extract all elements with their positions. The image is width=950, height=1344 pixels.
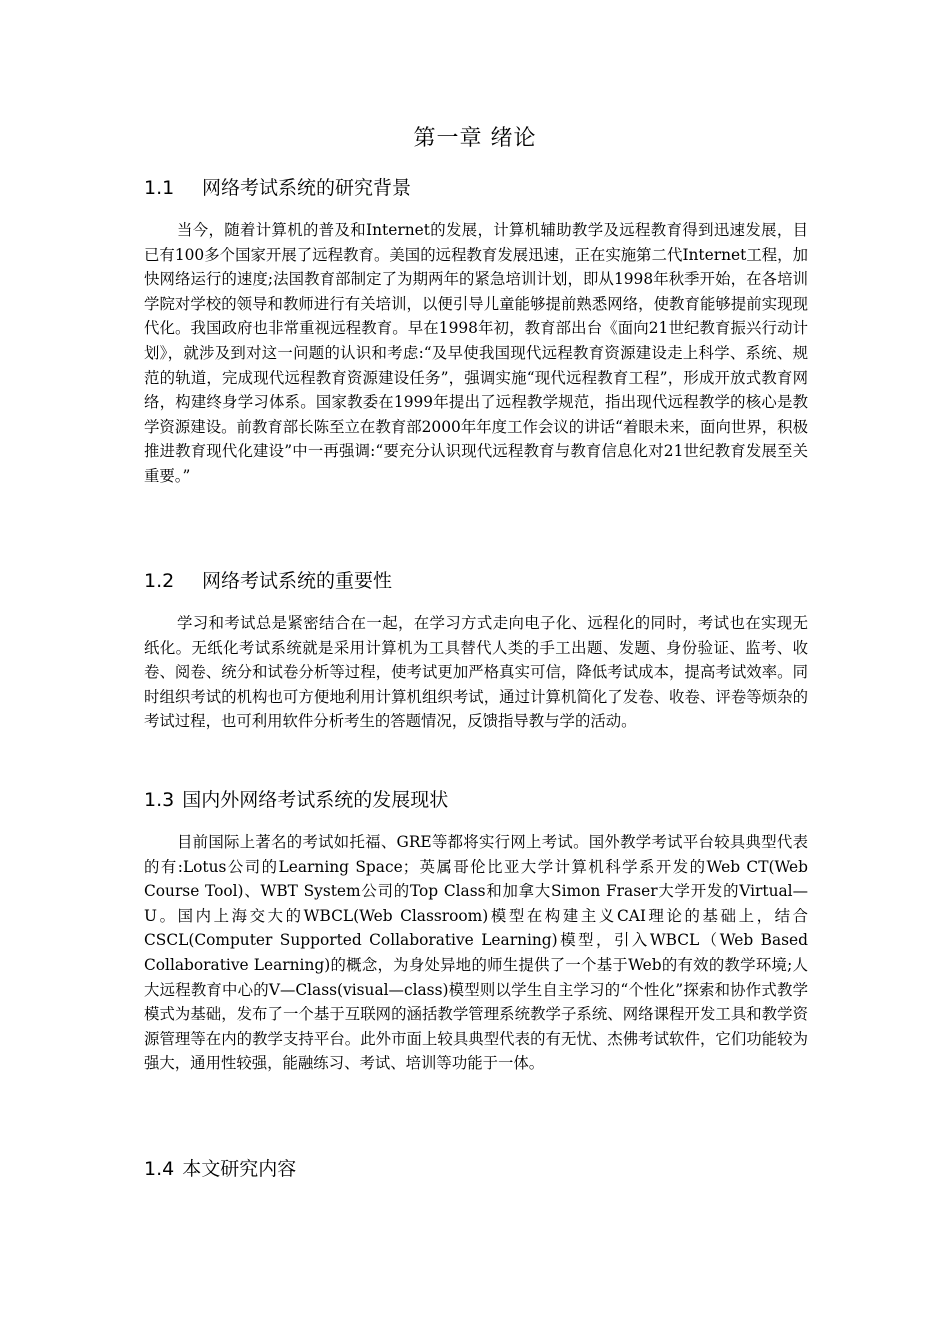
section-number: 1.1 — [144, 177, 175, 199]
section-heading-1-2 — [144, 566, 392, 593]
section-number: 1.4 — [144, 1158, 175, 1180]
section-heading-1-3 — [144, 785, 448, 812]
chapter-title: 第一章 绪论 — [413, 126, 537, 151]
section-heading-1-4 — [144, 1154, 296, 1181]
section-title: 网络考试系统的重要性 — [202, 570, 393, 592]
section-paragraph-1-1: 当今，随着计算机的普及和Internet的发展，计算机辅助教学及远程教育得到迅速发展，目已有100多个国家开展了远程教育。美国的远程教育发展迅速，正在实施第二代Internet工程，加快网络运行的速度;法国教育部制定了为期两年的紧急培训计划，即从1998年秋季开始，在各培训学院对学校的领导和教师进行有关培训，以便引导儿童能够提前熟悉网络，使教育能够提前实现现代化。我国政府也非常重视远程教育。早在1998年初，教育部出台《面向21世纪教育振兴行动计划》，就涉及到对这一问题的认识和考虑:“及早使我国现代远程教育资源建设走上科学、系统、规范的轨道，完成现代远程教育资源建设任务”，强调实施“现代远程教育工程”，形成开放式教育网络，构建终身学习体系。国家教委在1999年提出了远程教学规范，指出现代远程教学的核心是教学资源建设。前教育部长陈至立在教育部2000年年度工作会议的讲话“着眼未来，面向世界，积极推进教育现代化建设”中一再强调:“要充分认识现代远程教育与教育信息化对21世纪教育发展至关重要。” — [144, 221, 808, 485]
section-number: 1.2 — [144, 570, 175, 592]
section-paragraph-1-2: 学习和考试总是紧密结合在一起，在学习方式走向电子化、远程化的同时，考试也在实现无纸化。无纸化考试系统就是采用计算机为工具替代人类的手工出题、发题、身份验证、监考、收卷、阅卷、统分和试卷分析等过程，使考试更加严格真实可信，降低考试成本，提高考试效率。同时组织考试的机构也可方便地利用计算机组织考试，通过计算机简化了发卷、收卷、评卷等烦杂的考试过程，也可利用软件分析考生的答题情况，反馈指导教与学的活动。 — [144, 614, 808, 731]
section-heading-1-1 — [144, 173, 411, 200]
section-number: 1.3 — [144, 789, 175, 811]
section-title: 国内外网络考试系统的发展现状 — [182, 789, 449, 811]
section-paragraph-1-3: 目前国际上著名的考试如托福、GRE等都将实行网上考试。国外教学考试平台较具典型代表的有:Lotus公司的Learning Space；英属哥伦比亚大学计算机科学系开发的Web CT(Web Course Tool)、WBT System公司的Top Class和加拿大Simon Fraser大学开发的Virtual—U。国内上海交大的WBCL(Web Classroom)模型在构建主义CAI理论的基础上，结合CSCL(Computer Supported Collaborative Learning)模型，引入WBCL（Web Based Collaborative Learning)的概念，为身处异地的师生提供了一个基于Web的有效的教学环境;人大远程教育中心的V—Class(visual—class)模型则以学生自主学习的“个性化”探索和协作式教学模式为基础，发布了一个基于互联网的涵括教学管理系统教学子系统、网络课程开发工具和教学资源管理等在内的教学支持平台。此外市面上较具典型代表的有无忧、杰佛考试软件，它们功能较为强大，通用性较强，能融练习、考试、培训等功能于一体。 — [144, 833, 808, 1073]
section-title: 网络考试系统的研究背景 — [202, 177, 412, 199]
section-title: 本文研究内容 — [182, 1158, 297, 1180]
